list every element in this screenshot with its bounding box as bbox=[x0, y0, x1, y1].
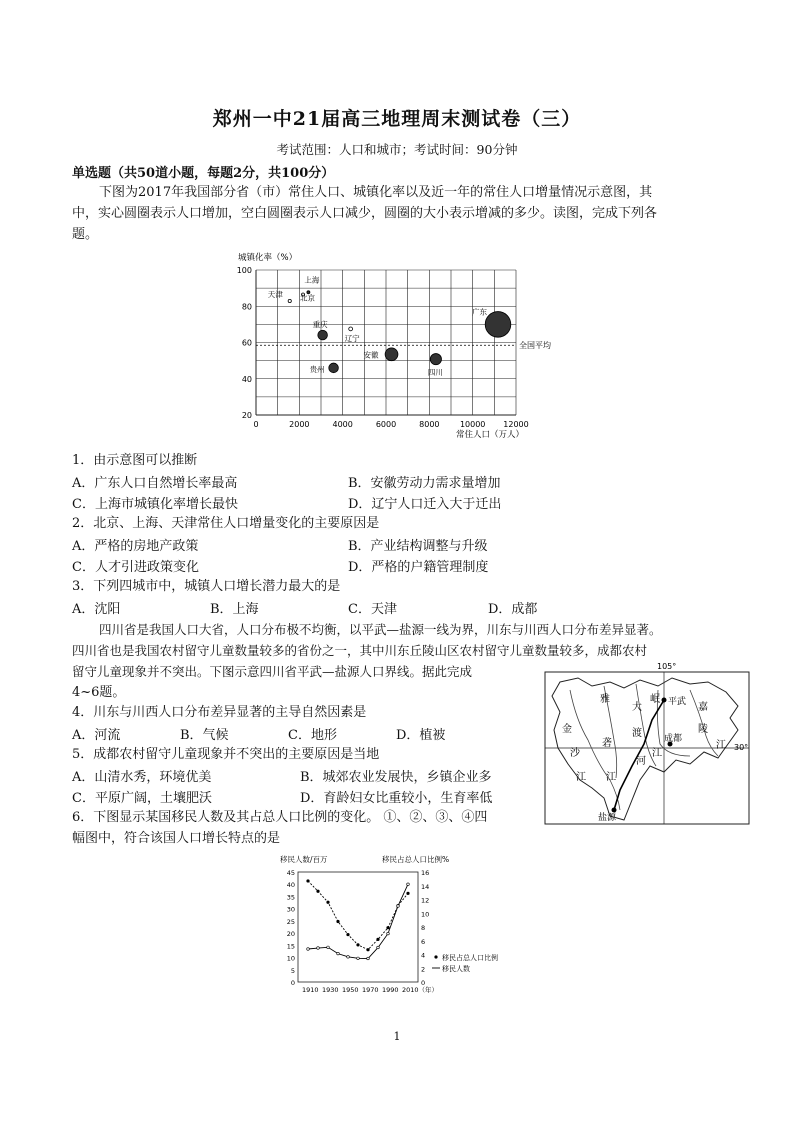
left-tick-label: 10 bbox=[286, 954, 295, 963]
q5-option-b[interactable]: B．城郊农业发展快，乡镇企业多 bbox=[300, 770, 492, 785]
y-tick-label: 20 bbox=[241, 411, 252, 420]
count-series-line bbox=[308, 884, 408, 958]
y-axis-label: 城镇化率（%） bbox=[238, 253, 298, 263]
right-tick-label: 16 bbox=[421, 869, 430, 877]
ratio-point bbox=[316, 890, 319, 893]
bubble-label: 天津 bbox=[267, 289, 283, 299]
river-label: 陵 bbox=[698, 724, 708, 735]
left-tick-label: 25 bbox=[286, 917, 295, 926]
q2-option-a[interactable]: A．严格的房地产政策 bbox=[72, 539, 199, 554]
bubble-label: 辽宁 bbox=[344, 333, 360, 343]
q4-option-a[interactable]: A．河流 bbox=[72, 728, 121, 743]
legend-ratio-marker bbox=[434, 955, 437, 958]
bubble-point bbox=[318, 330, 328, 340]
q6-line2: 幅图中，符合该国人口增长特点的是 bbox=[72, 831, 281, 846]
q2-option-d[interactable]: D．严格的户籍管理制度 bbox=[348, 560, 489, 575]
right-tick-label: 12 bbox=[421, 896, 430, 905]
q2-stem: 2．北京、上海、天津常住人口增量变化的主要原因是 bbox=[72, 516, 380, 531]
count-point bbox=[307, 948, 310, 951]
count-point bbox=[347, 956, 350, 959]
intro1-line2: 中，实心圆圈表示人口增加，空白圆圈表示人口减少，圆圈的大小表示增减的多少。读图，完成下列各 bbox=[72, 206, 658, 221]
ratio-series-line bbox=[308, 881, 408, 950]
bubble-point bbox=[288, 299, 291, 302]
bubble-point bbox=[349, 327, 353, 331]
q4-option-b[interactable]: B．气候 bbox=[180, 728, 229, 743]
x-tick-label: 0 bbox=[253, 420, 259, 429]
q1-stem: 1．由示意图可以推断 bbox=[72, 453, 198, 468]
ratio-point bbox=[346, 933, 349, 936]
q3-option-b[interactable]: B．上海 bbox=[210, 602, 259, 617]
river-label: 渡 bbox=[632, 728, 642, 739]
section-heading: 单选题（共50道小题，每题2分，共100分） bbox=[72, 166, 335, 181]
q1-option-a[interactable]: A．广东人口自然增长率最高 bbox=[72, 476, 238, 491]
bubble-label: 贵州 bbox=[309, 364, 325, 374]
intro2-line1: 四川省是我国人口大省，人口分布极不均衡，以平武—盐源一线为界，川东与川西人口分布差异显著。 bbox=[99, 622, 662, 637]
city-pingwu: 平武 bbox=[668, 697, 687, 707]
x-tick-label: 1950 bbox=[342, 986, 359, 994]
q3-option-d[interactable]: D．成都 bbox=[488, 602, 538, 617]
intro1-line1: 下图为2017年我国部分省（市）常住人口、城镇化率以及近一年的常住人口增量情况示意图，其 bbox=[99, 185, 653, 200]
ratio-point bbox=[336, 920, 339, 923]
right-tick-label: 2 bbox=[421, 965, 426, 974]
q1-option-c[interactable]: C．上海市城镇化率增长最快 bbox=[72, 497, 238, 512]
count-point bbox=[397, 905, 400, 908]
intro2-line2: 四川省也是我国农村留守儿童数量较多的省份之一，其中川东丘陵山区农村留守儿童数量较多，成都农村 bbox=[72, 643, 648, 658]
left-tick-label: 30 bbox=[286, 905, 295, 914]
q3-option-a[interactable]: A．沈阳 bbox=[72, 602, 121, 617]
q5-option-a[interactable]: A．山清水秀，环境优美 bbox=[72, 770, 212, 785]
x-tick-label: 1970 bbox=[362, 986, 379, 994]
count-point bbox=[387, 932, 390, 935]
river-label: 嘉 bbox=[698, 702, 708, 713]
right-tick-label: 14 bbox=[421, 882, 430, 891]
river-label: 砻 bbox=[602, 738, 612, 749]
x-tick-label: 1910 bbox=[302, 986, 319, 994]
q5-stem: 5．成都农村留守儿童现象并不突出的主要原因是当地 bbox=[72, 747, 380, 762]
bubble-label: 北京 bbox=[300, 293, 316, 303]
q4-stem: 4．川东与川西人口分布差异显著的主导自然因素是 bbox=[72, 705, 367, 720]
right-axis-label: 移民占总人口比例% bbox=[382, 855, 450, 864]
x-tick-label: 6000 bbox=[375, 420, 397, 429]
sichuan-map bbox=[540, 660, 754, 828]
legend-ratio-label: 移民占总人口比例 bbox=[442, 954, 498, 962]
ratio-point bbox=[386, 926, 389, 929]
count-point bbox=[377, 946, 380, 949]
river-label: 江 bbox=[652, 748, 662, 759]
left-tick-label: 0 bbox=[290, 979, 295, 987]
q3-stem: 3．下列四城市中，城镇人口增长潜力最大的是 bbox=[72, 579, 341, 594]
latitude-label: 30° bbox=[734, 743, 749, 752]
plot-frame bbox=[298, 872, 418, 982]
bubble-point bbox=[329, 363, 339, 373]
intro2-line3: 留守儿童现象并不突出。下图示意四川省平武—盐源人口界线。据此完成 bbox=[72, 664, 473, 679]
count-point bbox=[367, 957, 370, 960]
q1-option-d[interactable]: D．辽宁人口迁入大于迁出 bbox=[348, 497, 502, 512]
page-number: 1 bbox=[393, 1030, 401, 1043]
left-tick-label: 45 bbox=[286, 869, 295, 877]
river-label: 沙 bbox=[570, 748, 580, 759]
x-tick-label: 4000 bbox=[332, 420, 353, 429]
intro1-line3: 题。 bbox=[72, 227, 99, 242]
y-tick-label: 40 bbox=[241, 374, 252, 384]
river-label: 河 bbox=[636, 756, 646, 767]
x-tick-label: 8000 bbox=[419, 420, 440, 429]
count-point bbox=[357, 957, 360, 960]
ratio-point bbox=[326, 901, 329, 904]
count-point bbox=[327, 946, 330, 949]
river-label: 大 bbox=[632, 702, 642, 713]
q1-option-b[interactable]: B．安徽劳动力需求量增加 bbox=[348, 476, 501, 491]
ratio-point bbox=[376, 938, 379, 941]
x-tick-label: 1930 bbox=[322, 986, 339, 994]
q2-option-c[interactable]: C．人才引进政策变化 bbox=[72, 560, 199, 575]
migration-chart bbox=[270, 852, 530, 1002]
right-tick-label: 0 bbox=[421, 979, 426, 987]
longitude-label: 105° bbox=[657, 662, 677, 671]
y-tick-label: 80 bbox=[241, 302, 252, 312]
bubble-label: 安徽 bbox=[363, 350, 379, 360]
y-tick-label: 60 bbox=[241, 338, 252, 348]
river-label: 金 bbox=[562, 724, 572, 735]
city-yanyuan: 盐源 bbox=[598, 813, 617, 823]
x-tick-label: 10000 bbox=[459, 420, 486, 429]
ratio-point bbox=[356, 943, 359, 946]
left-tick-label: 40 bbox=[286, 881, 295, 890]
right-tick-label: 6 bbox=[421, 937, 426, 946]
q4-option-c[interactable]: C．地形 bbox=[288, 728, 337, 743]
page-title: 郑州一中21届高三地理周末测试卷（三） bbox=[212, 108, 582, 130]
national-average-label: 全国平均 bbox=[519, 341, 551, 351]
bubble-label: 重庆 bbox=[312, 320, 328, 330]
left-tick-label: 15 bbox=[286, 942, 295, 951]
right-tick-label: 8 bbox=[421, 924, 426, 932]
river-label: 江 bbox=[716, 740, 726, 751]
yanyuan-marker bbox=[612, 808, 617, 813]
q6-line1: 6．下图显示某国移民人数及其占总人口比例的变化。 ①、②、③、④四 bbox=[72, 810, 488, 825]
intro2-line4: 4~6题。 bbox=[72, 685, 126, 700]
legend-count-label: 移民人数 bbox=[442, 965, 470, 973]
bubble-chart bbox=[230, 245, 570, 445]
bubble-label: 上海 bbox=[304, 275, 320, 285]
left-axis-label: 移民人数/百万 bbox=[280, 855, 328, 864]
y-tick-label: 100 bbox=[236, 266, 252, 275]
ratio-point bbox=[306, 879, 309, 882]
q2-option-b[interactable]: B．产业结构调整与升级 bbox=[348, 539, 488, 554]
x-tick-label: 2000 bbox=[289, 420, 310, 429]
q4-option-d[interactable]: D．植被 bbox=[396, 728, 446, 743]
bubble-point bbox=[385, 348, 398, 361]
bubble-point bbox=[430, 354, 441, 365]
q5-option-c[interactable]: C．平原广阔，土壤肥沃 bbox=[72, 791, 212, 806]
bubble-point bbox=[485, 312, 511, 338]
left-tick-label: 5 bbox=[290, 966, 295, 975]
river-label: 岷 bbox=[650, 694, 660, 705]
exam-subtitle: 考试范围：人口和城市；考试时间：90分钟 bbox=[276, 142, 518, 157]
city-chengdu: 成都 bbox=[664, 734, 683, 744]
q5-option-d[interactable]: D．育龄妇女比重较小，生育率低 bbox=[300, 791, 493, 806]
ratio-point bbox=[366, 948, 369, 951]
left-tick-label: 35 bbox=[286, 893, 295, 902]
x-tick-label: 12000 bbox=[503, 420, 529, 429]
count-point bbox=[337, 952, 340, 955]
bubble-label: 广东 bbox=[471, 307, 487, 317]
ratio-point bbox=[406, 892, 409, 895]
bubble-label: 四川 bbox=[427, 368, 443, 378]
count-point bbox=[407, 883, 410, 886]
count-point bbox=[317, 947, 320, 950]
river-label: 雅 bbox=[600, 694, 610, 705]
x-tick-label: 2010（年） bbox=[402, 986, 439, 994]
q3-option-c[interactable]: C．天津 bbox=[348, 602, 397, 617]
river-label: 江 bbox=[576, 772, 586, 783]
river-label: 江 bbox=[606, 772, 616, 783]
x-axis-label: 常住人口（万人） bbox=[456, 430, 525, 440]
pingwu-marker bbox=[662, 698, 667, 703]
x-tick-label: 1990 bbox=[382, 986, 399, 994]
left-tick-label: 20 bbox=[286, 930, 295, 939]
right-tick-label: 10 bbox=[421, 910, 430, 919]
right-tick-label: 4 bbox=[421, 951, 426, 960]
